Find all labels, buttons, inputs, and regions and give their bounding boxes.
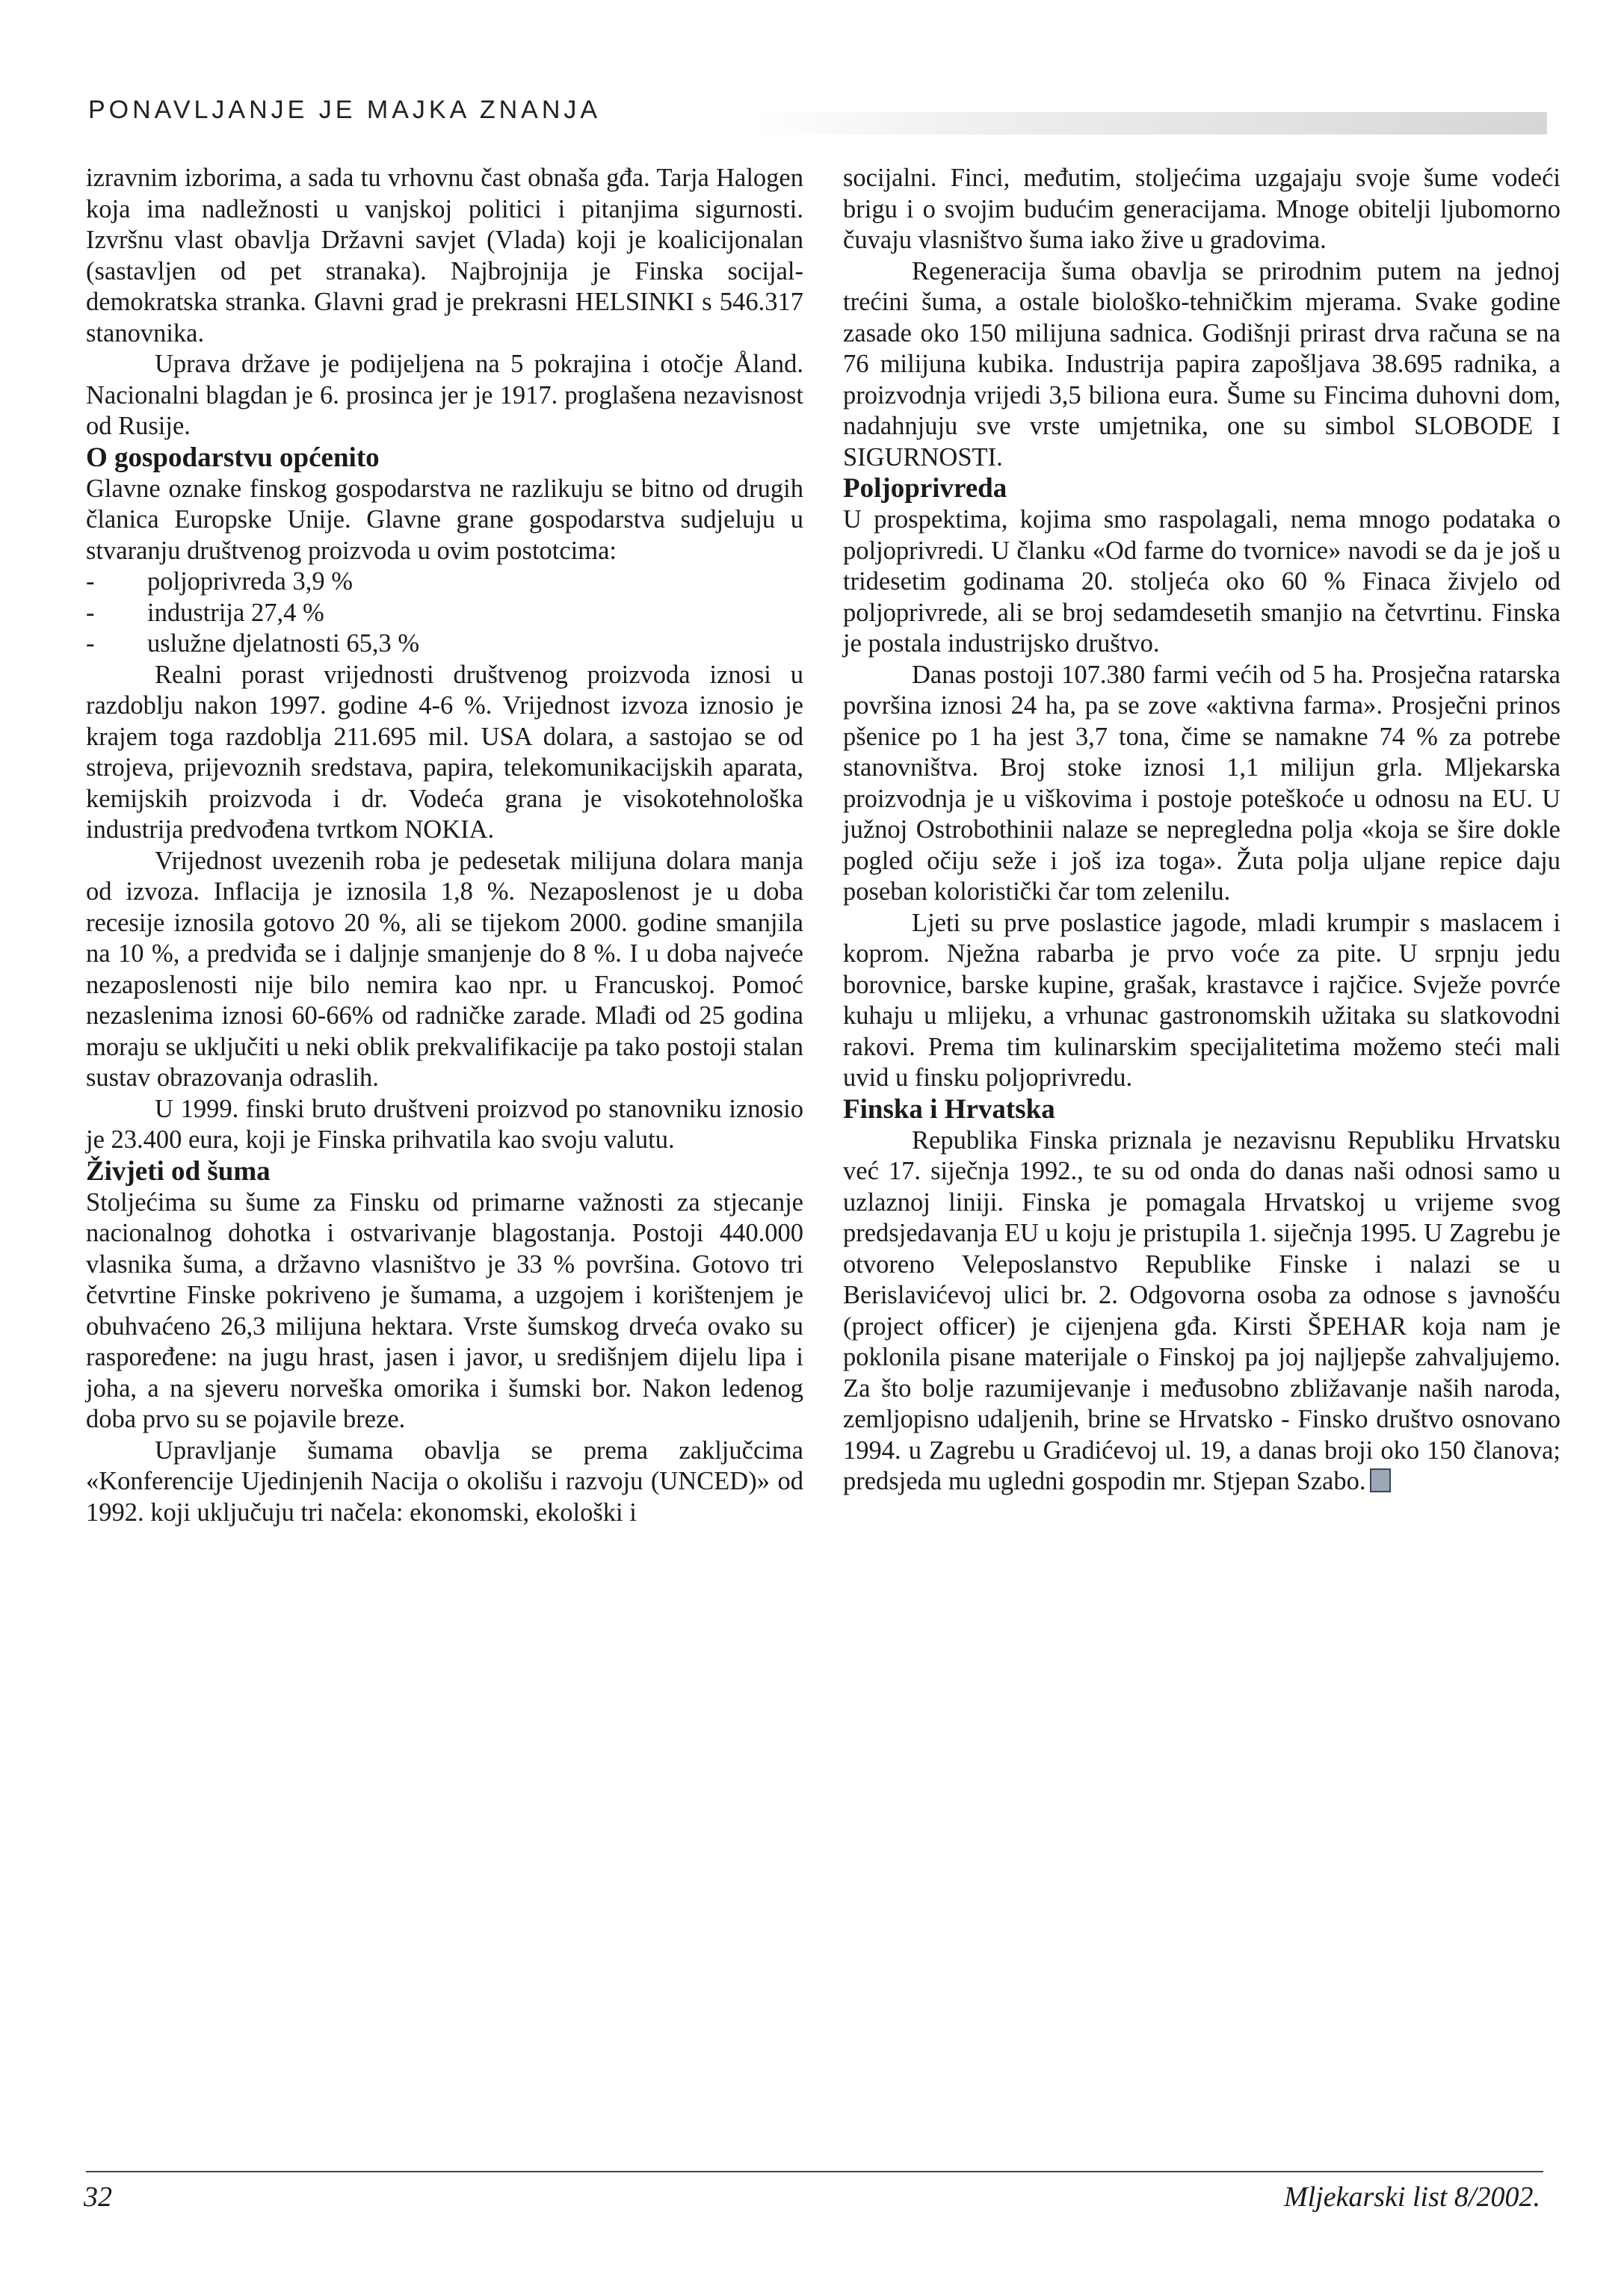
paragraph: Realni porast vrijednosti društvenog proizvoda iznosi u razdoblju nakon 1997. godine 4-6 %. Vrijednost izvoza iznosio je krajem toga razdoblja 211.695 mil. USA dolara, a sastojao se od strojeva, prijevoznih sredstava, papira, telekomunikacijskih aparata, kemijskih proizvoda i dr. Vodeća grana je visokotehnološka industrija predvođena tvrtkom NOKIA. [86,660,803,844]
paragraph: Glavne oznake finskog gospodarstva ne razlikuju se bitno od drugih članica Europske Unije. Glavne grane gospodarstva sudjeluju u stvaranju društvenog proizvoda u ovim postotcima: [86,474,803,565]
section-heading-gospodarstvo: O gospodarstvu općenito [86,442,380,473]
paragraph: Uprava države je podijeljena na 5 pokrajina i otočje Åland. Nacionalni blagdan je 6. prosinca jer je 1917. proglašena nezavisnost od Rusije. [86,350,803,440]
paragraph: U 1999. finski bruto društveni proizvod po stanovniku iznosio je 23.400 eura, koji je Finska prihvatila kao svoju valutu. [86,1094,803,1154]
section-heading-zivjeti-od-suma: Živjeti od šuma [86,1155,271,1187]
paragraph: Danas postoji 107.380 farmi većih od 5 ha. Prosječna ratarska površina iznosi 24 ha, pa se zove «aktivna farma». Prosječni prinos pšenice po 1 ha jest 3,7 tona, čime se namakne 74 % za potrebe stanovništva. Broj stoke iznosi 1,1 milijun grla. Mljekarska proizvodnja je u viškovima i postoje poteškoće u odnosu na EU. U južnoj Ostrobothinii nalaze se nepregledna polja «koja se šire dokle pogled očiju seže i još iza toga». Žuta polja uljane repice daju poseban koloristički čar tom zelenilu. [843,660,1560,906]
paragraph: Stoljećima su šume za Finsku od primarne važnosti za stjecanje nacionalnog dohotka i ostvarivanje blagostanja. Postoji 440.000 vlasnika šuma, a državno vlasništvo je 33 % površina. Gotovo tri četvrtine Finske pokriveno je šumama, a uzgojem i korištenjem je obuhvaćeno 26,3 milijuna hektara. Vrste šumskog drveća ovako su raspoređene: na jugu hrast, jasen i javor, u središnjem dijelu lipa i joha, a na sjeveru norveška omorika i šumski bor. Nakon ledenog doba prvo su se pojavile breze. [86,1187,803,1433]
paragraph: socijalni. Finci, međutim, stoljećima uzgajaju svoje šume vodeći brigu i o svojim budućim generacijama. Mnoge obitelji ljubomorno čuvaju vlasništvo šuma iako žive u gradovima. [843,164,1560,254]
list-item: - uslužne djelatnosti 65,3 % [86,628,803,660]
section-heading-poljoprivreda: Poljoprivreda [843,473,1007,504]
paragraph: U prospektima, kojima smo raspolagali, nema mnogo podataka o poljoprivredi. U članku «Od farme do tvornice» navodi se da je još u tridesetim godinama 20. stoljeća oko 60 % Finaca živjelo od poljoprivrede, ali se broj sedamdesetih smanjio na četvrtinu. Finska je postala industrijsko društvo. [843,505,1560,658]
paragraph-text: Republika Finska priznala je nezavisnu Republiku Hrvatsku već 17. siječnja 1992., te su od onda do danas naši odnosi samo u uzlaznoj liniji. Finska je pomagala Hrvatskoj u vrijeme svog predsjedavanja EU u koju je pristupila 1. siječnja 1995. U Zagrebu je otvoreno Veleposlanstvo Republike Finske i nalazi se u Berislavićevoj ulici br. 2. Odgovorna osoba za odnose s javnošću (project officer) je cijenjena gđa. Kirsti ŠPEHAR koja nam je poklonila pisane materijale o Finskoj pa joj najljepše zahvaljujemo. Za što bolje razumijevanje i međusobno zbližavanje naših naroda, zemljopisno udaljenih, brine se Hrvatsko - Finsko društvo osnovano 1994. u Zagrebu u Gradićevoj ul. 19, a danas broji oko 150 članova; predsjeda mu ugledni gospodin mr. Stjepan Szabo. [843,1125,1560,1495]
page-number: 32 [84,2181,112,2213]
paragraph: Upravljanje šumama obavlja se prema zaključcima «Konferencije Ujedinjenih Nacija o okolišu i razvoju (UNCED)» od 1992. koji uključuju tri načela: ekonomski, ekološki i [86,1436,803,1527]
right-column [843,163,1560,1498]
end-of-article-icon [1370,1468,1391,1492]
list-item: - poljoprivreda 3,9 % [86,566,803,598]
percentage-list [86,566,803,660]
left-column [86,163,803,1528]
footer-divider [86,2171,1543,2172]
section-heading-finska-i-hrvatska: Finska i Hrvatska [843,1093,1055,1125]
paragraph: Regeneracija šuma obavlja se prirodnim putem na jednoj trećini šuma, a ostale biološko-tehničkim mjerama. Svake godine zasade oko 150 milijuna sadnica. Godišnji prirast drva računa se na 76 milijuna kubika. Industrija papira zapošljava 38.695 radnika, a proizvodnja vrijedi 3,5 biliona eura. Šume su Fincima duhovni dom, nadahnjuju sve vrste umjetnika, one su simbol SLOBODE I SIGURNOSTI. [843,256,1560,472]
paragraph-final [843,1125,1560,1498]
paragraph: Vrijednost uvezenih roba je pedesetak milijuna dolara manja od izvoza. Inflacija je iznosila 1,8 %. Nezaposlenost je u doba recesije iznosila gotovo 20 %, ali se tijekom 2000. godine smanjila na 10 %, a predviđa se i daljnje smanjenje do 8 %. I u doba najveće nezaposlenosti nije bilo nemira kao npr. u Francuskoj. Pomoć nezaslenima iznosi 60-66% od radničke zarade. Mlađi od 25 godina moraju se uključiti u neki oblik prekvalifikacije pa tako postoji stalan sustav obrazovanja odraslih. [86,846,803,1092]
paragraph: Ljeti su prve poslastice jagode, mladi krumpir s maslacem i koprom. Nježna rabarba je prvo voće za pite. U srpnju jedu borovnice, barske kupine, grašak, krastavce i rajčice. Svježe povrće kuhaju u mlijeku, a vrhunac gastronomskih užitaka su slatkovodni rakovi. Prema tim kulinarskim specijalitetima možemo steći mali uvid u finsku poljoprivredu. [843,908,1560,1092]
running-header: PONAVLJANJE JE MAJKA ZNANJA [88,96,602,124]
list-item: - industrija 27,4 % [86,598,803,629]
paragraph: izravnim izborima, a sada tu vrhovnu čast obnaša gđa. Tarja Halogen koja ima nadležnosti u vanjskoj politici i pitanjima sigurnosti. Izvršnu vlast obavlja Državni savjet (Vlada) koji je koalicijonalan (sastavljen od pet stranaka). Najbrojnija je Finska socijal-demokratska stranka. Glavni grad je prekrasni HELSINKI s 546.317 stanovnika. [86,164,803,347]
header-decoration-band [755,112,1547,135]
journal-citation: Mljekarski list 8/2002. [1283,2181,1540,2213]
